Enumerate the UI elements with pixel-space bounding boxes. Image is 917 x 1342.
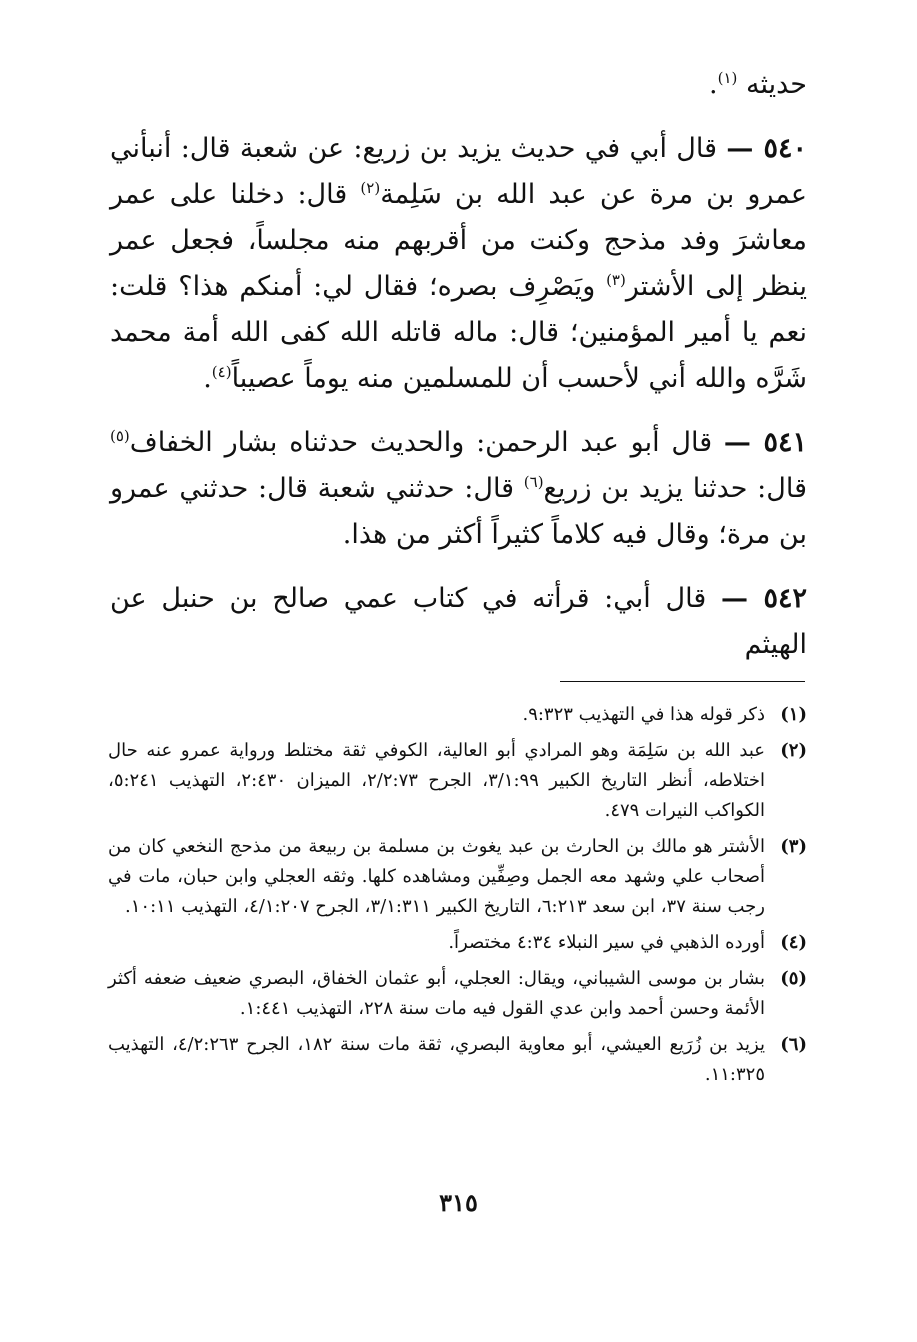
footnotes: [108, 700, 807, 1096]
footnote-mark: (٢): [780, 740, 807, 761]
footnote-mark: (٥): [780, 968, 807, 989]
footnote-ref: (٤): [211, 363, 232, 381]
paragraph-text: قال: دخلنا على عمر معاشرَ وفد مذحج وكنت من أقربهم منه مجلساً، فجعل عمر ينظر إلى الأشتر: [110, 179, 807, 302]
opening-line: [110, 62, 807, 108]
footnote-text: عبد الله بن سَلِمَة وهو المرادي أبو العالية، الكوفي ثقة مختلط ورواية عمرو عنه حال اختلاطه، أنظر التاريخ الكبير ٣/١:٩٩، الجرح ٢/٢:٧٣، الميزان ٢:٤٣٠، التهذيب ٥:٢٤١، الكواكب النيرات ٤٧٩.: [108, 740, 765, 821]
paragraph-text: قال: حدثني شعبة قال: حدثني عمرو بن مرة؛ وقال فيه كلاماً كثيراً أكثر من هذا.: [110, 473, 807, 550]
main-text: [110, 62, 807, 686]
footnote-text: أورده الذهبي في سير النبلاء ٤:٣٤ مختصراً.: [448, 932, 765, 953]
paragraph: [110, 576, 807, 668]
footnote-mark: (٣): [780, 836, 807, 857]
footnote-divider: [560, 681, 805, 682]
paragraph: [110, 126, 807, 402]
paragraph-text: قال أبي في حديث يزيد بن زريع: عن شعبة قال: أنبأني عمرو بن مرة عن عبد الله بن سَلِمة: [110, 133, 807, 210]
opening-end: .: [709, 69, 718, 100]
opening-text: حديثه: [745, 69, 807, 100]
paragraph-number: ٥٤١ —: [723, 427, 807, 458]
footnote-mark: (١): [780, 704, 807, 725]
paragraph-text: ويَصْرِف بصره؛ فقال لي: أمنكم هذا؟ قلت: نعم يا أمير المؤمنين؛ قال: ماله قاتله الله كفى الله أمة محمد شَرَّه والله أني لأحسب أن للمسلمين منه يوماً عصيباً: [110, 271, 807, 394]
footnote-ref: (٥): [110, 427, 130, 445]
footnote: [108, 964, 807, 1024]
footnote-mark: (٤): [780, 932, 807, 953]
footnote-text: يزيد بن زُرَيع العيشي، أبو معاوية البصري، ثقة مات سنة ١٨٢، الجرح ٤/٢:٢٦٣، التهذيب ١١:٣٢٥.: [108, 1034, 765, 1085]
footnote: [108, 832, 807, 922]
page-number: ٣١٥: [439, 1188, 478, 1217]
footnote: [108, 736, 807, 826]
paragraphs: [110, 126, 807, 668]
footnote-ref: (٢): [360, 179, 381, 197]
paragraph-text: .: [203, 363, 212, 394]
footnote-text: الأشتر هو مالك بن الحارث بن عبد يغوث بن مسلمة بن ربيعة من مذحج النخعي كان من أصحاب علي وشهد معه الجمل وصِفِّين ومشاهده كلها. وثقه العجلي وابن حبان، مات في رجب سنة ٣٧، ابن سعد ٦:٢١٣، التاريخ الكبير ٣/١:٣١١، الجرح ٤/١:٢٠٧، التهذيب ١٠:١١.: [108, 836, 765, 917]
footnote: [108, 700, 807, 730]
footnote: [108, 1030, 807, 1090]
paragraph-number: ٥٤٠ —: [726, 133, 807, 164]
footnote-mark: (٦): [780, 1034, 807, 1055]
footnote-text: ذكر قوله هذا في التهذيب ٩:٣٢٣.: [522, 704, 765, 725]
paragraph-text: قال: حدثنا يزيد بن زريع: [543, 473, 807, 504]
footnote-ref: (١): [717, 69, 738, 87]
footnote-ref: (٦): [523, 473, 544, 491]
footnote-text: بشار بن موسى الشيباني، ويقال: العجلي، أبو عثمان الخفاق، البصري ضعيف ضعفه أكثر الأئمة وحسن أحمد وابن عدي القول فيه مات سنة ٢٢٨، التهذيب ١:٤٤١.: [108, 968, 765, 1019]
footnote: [108, 928, 807, 958]
paragraph-number: ٥٤٢ —: [720, 583, 807, 614]
paragraph-text: قال أبي: قرأته في كتاب عمي صالح بن حنبل عن الهيثم: [110, 583, 807, 660]
paragraph: [110, 420, 807, 558]
paragraph-text: قال أبو عبد الرحمن: والحديث حدثناه بشار الخفاف: [129, 427, 724, 458]
footnote-ref: (٣): [606, 271, 626, 289]
